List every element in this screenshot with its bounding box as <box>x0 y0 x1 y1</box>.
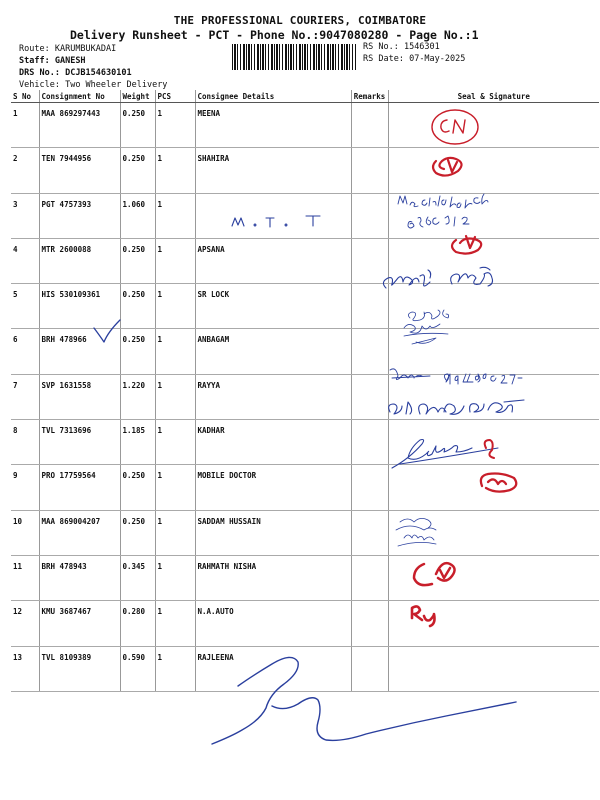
row-consignee: RAJLEENA <box>195 646 351 691</box>
col-consignment: Consignment No <box>39 90 120 103</box>
table-row <box>11 374 599 419</box>
row-consignment-no: KMU 3687467 <box>39 601 120 646</box>
row-seal-signature <box>388 510 599 555</box>
row-seal-signature <box>388 555 599 600</box>
row-weight: 0.250 <box>120 148 155 193</box>
row-remarks <box>351 601 388 646</box>
table-row <box>11 465 599 510</box>
row-weight: 1.185 <box>120 420 155 465</box>
col-weight: Weight <box>120 90 155 103</box>
row-remarks <box>351 148 388 193</box>
table-row <box>11 148 599 193</box>
row-consignee: RAHMATH NISHA <box>195 555 351 600</box>
row-pcs: 1 <box>155 103 195 148</box>
row-sno: 7 <box>11 374 39 419</box>
row-consignee: KADHAR <box>195 420 351 465</box>
rs-no-value: 1546301 <box>403 42 440 52</box>
table-header-row <box>11 90 599 103</box>
row-sno: 11 <box>11 555 39 600</box>
row-weight: 0.250 <box>120 284 155 329</box>
table-row <box>11 420 599 465</box>
row-consignment-no: TVL 8109389 <box>39 646 120 691</box>
col-remarks: Remarks <box>351 90 388 103</box>
row-consignment-no: PGT 4757393 <box>39 193 120 238</box>
table-row <box>11 284 599 329</box>
row-pcs: 1 <box>155 465 195 510</box>
row-sno: 10 <box>11 510 39 555</box>
row-consignee: SHAHIRA <box>195 148 351 193</box>
row-weight: 1.060 <box>120 193 155 238</box>
row-seal-signature <box>388 601 599 646</box>
row-remarks <box>351 465 388 510</box>
row-remarks <box>351 555 388 600</box>
col-consignee: Consignee Details <box>195 90 351 103</box>
row-weight: 0.250 <box>120 103 155 148</box>
staff-value: GANESH <box>54 56 86 66</box>
col-seal-signature: Seal & Signature <box>388 90 599 103</box>
row-seal-signature <box>388 646 599 691</box>
row-sno: 9 <box>11 465 39 510</box>
row-seal-signature <box>388 193 599 238</box>
row-weight: 0.345 <box>120 555 155 600</box>
row-seal-signature <box>388 103 599 148</box>
runsheet-subtitle: Delivery Runsheet - PCT - Phone No.:9047080280 - Page No.:1 <box>70 28 479 42</box>
rs-date-line <box>363 54 465 65</box>
row-seal-signature <box>388 148 599 193</box>
col-sno: S No <box>11 90 39 103</box>
row-weight: 0.250 <box>120 510 155 555</box>
table-row <box>11 193 599 238</box>
row-sno: 2 <box>11 148 39 193</box>
rs-no-label: RS No.: <box>363 42 399 52</box>
row-consignment-no: BRH 478966 <box>39 329 120 374</box>
row-weight: 0.280 <box>120 601 155 646</box>
row-weight: 0.250 <box>120 329 155 374</box>
row-remarks <box>351 510 388 555</box>
row-consignment-no: TVL 7313696 <box>39 420 120 465</box>
row-consignment-no: HIS 530109361 <box>39 284 120 329</box>
row-pcs: 1 <box>155 193 195 238</box>
row-consignment-no: SVP 1631558 <box>39 374 120 419</box>
row-pcs: 1 <box>155 555 195 600</box>
table-row <box>11 238 599 283</box>
row-remarks <box>351 329 388 374</box>
route-line <box>19 44 116 55</box>
vehicle-value: Two Wheeler Delivery <box>65 80 168 90</box>
row-consignment-no: BRH 478943 <box>39 555 120 600</box>
row-seal-signature <box>388 465 599 510</box>
table-row <box>11 646 599 691</box>
col-pcs: PCS <box>155 90 195 103</box>
row-weight: 0.250 <box>120 465 155 510</box>
row-consignee <box>195 193 351 238</box>
row-consignment-no: MAA 869004207 <box>39 510 120 555</box>
row-consignee: ANBAGAM <box>195 329 351 374</box>
row-pcs: 1 <box>155 601 195 646</box>
row-sno: 13 <box>11 646 39 691</box>
row-consignee: RAYYA <box>195 374 351 419</box>
row-remarks <box>351 646 388 691</box>
rs-date-label: RS Date: <box>363 54 404 64</box>
row-pcs: 1 <box>155 646 195 691</box>
row-consignee: SADDAM HUSSAIN <box>195 510 351 555</box>
row-sno: 1 <box>11 103 39 148</box>
row-pcs: 1 <box>155 284 195 329</box>
rs-no-line <box>363 42 440 53</box>
row-consignment-no: PRO 17759564 <box>39 465 120 510</box>
row-seal-signature <box>388 238 599 283</box>
drs-line <box>19 68 132 79</box>
vehicle-label: Vehicle: <box>19 80 60 90</box>
row-weight: 0.250 <box>120 238 155 283</box>
row-pcs: 1 <box>155 374 195 419</box>
row-consignment-no: MTR 2600088 <box>39 238 120 283</box>
route-label: Route: <box>19 44 50 54</box>
row-sno: 5 <box>11 284 39 329</box>
staff-line <box>19 56 86 67</box>
document-title: THE PROFESSIONAL COURIERS, COIMBATORE <box>173 14 427 27</box>
row-sno: 8 <box>11 420 39 465</box>
row-pcs: 1 <box>155 329 195 374</box>
row-weight: 1.220 <box>120 374 155 419</box>
row-sno: 3 <box>11 193 39 238</box>
row-seal-signature <box>388 284 599 329</box>
row-remarks <box>351 284 388 329</box>
row-weight: 0.590 <box>120 646 155 691</box>
table-row <box>11 510 599 555</box>
table-row <box>11 103 599 148</box>
row-sno: 6 <box>11 329 39 374</box>
row-consignment-no: TEN 7944956 <box>39 148 120 193</box>
drs-label: DRS No.: <box>19 68 60 78</box>
row-remarks <box>351 238 388 283</box>
row-sno: 12 <box>11 601 39 646</box>
drs-value: DCJB154630101 <box>65 68 132 78</box>
row-seal-signature <box>388 420 599 465</box>
route-value: KARUMBUKADAI <box>54 44 117 54</box>
row-consignee: MOBILE DOCTOR <box>195 465 351 510</box>
rs-date-value: 07-May-2025 <box>409 54 466 64</box>
row-consignee: APSANA <box>195 238 351 283</box>
table-row <box>11 555 599 600</box>
row-consignee: SR LOCK <box>195 284 351 329</box>
row-sno: 4 <box>11 238 39 283</box>
row-remarks <box>351 420 388 465</box>
barcode <box>232 44 356 70</box>
table-row <box>11 329 599 374</box>
row-consignee: N.A.AUTO <box>195 601 351 646</box>
row-seal-signature <box>388 374 599 419</box>
row-consignee: MEENA <box>195 103 351 148</box>
row-pcs: 1 <box>155 148 195 193</box>
row-remarks <box>351 103 388 148</box>
row-pcs: 1 <box>155 238 195 283</box>
row-remarks <box>351 374 388 419</box>
row-remarks <box>351 193 388 238</box>
row-seal-signature <box>388 329 599 374</box>
row-pcs: 1 <box>155 510 195 555</box>
row-pcs: 1 <box>155 420 195 465</box>
table-row <box>11 601 599 646</box>
row-consignment-no: MAA 869297443 <box>39 103 120 148</box>
runsheet-table <box>11 90 599 692</box>
staff-label: Staff: <box>19 56 50 66</box>
